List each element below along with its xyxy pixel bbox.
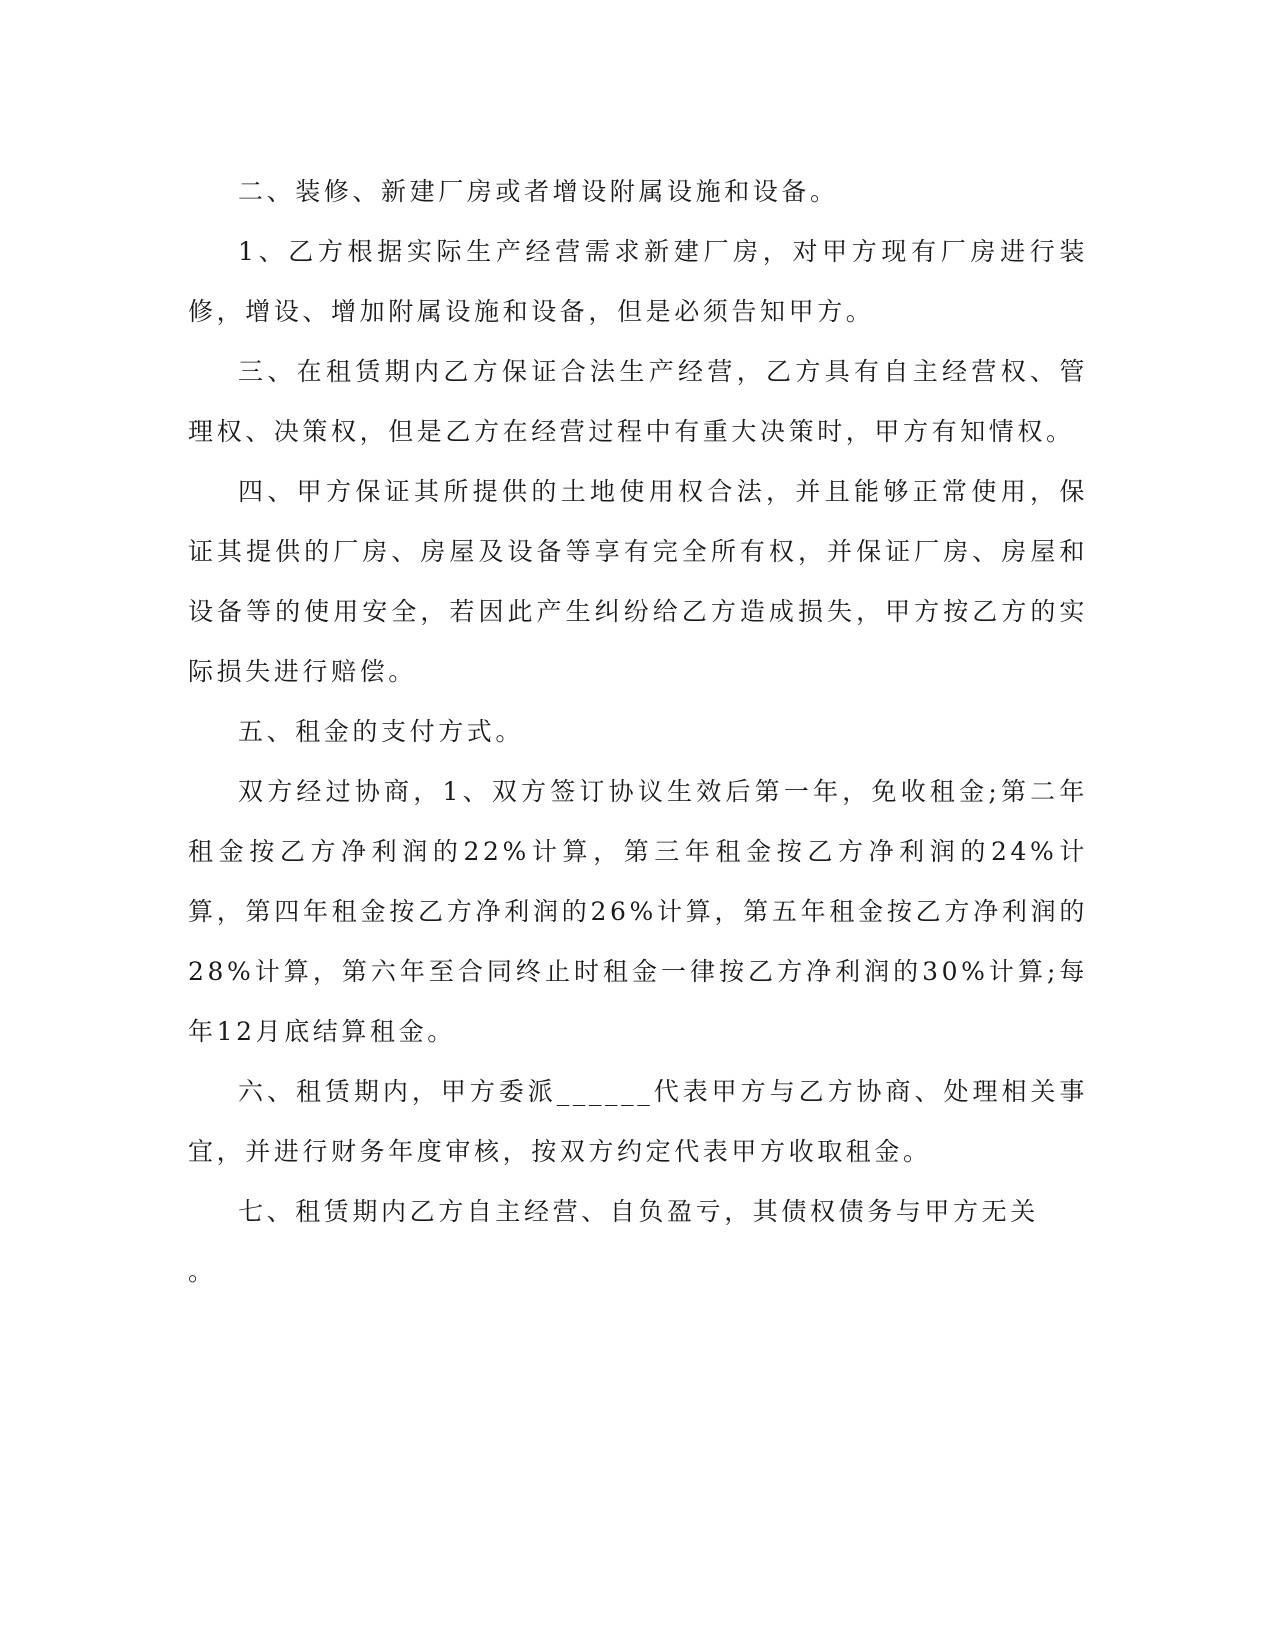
paragraph-section-4: 四、甲方保证其所提供的土地使用权合法，并且能够正常使用，保证其提供的厂房、房屋及设备等享有完全所有权，并保证厂房、房屋和设备等的使用安全，若因此产生纠纷给乙方造成损失，甲方按乙方的实际损失进行赔偿。	[188, 477, 1088, 686]
document-body	[188, 162, 1088, 1302]
paragraph-section-7: 七、租赁期内乙方自主经营、自负盈亏，其债权债务与甲方无关	[238, 1197, 1039, 1226]
paragraph-section-3: 三、在租赁期内乙方保证合法生产经营，乙方具有自主经营权、管理权、决策权，但是乙方在经营过程中有重大决策时，甲方有知情权。	[188, 357, 1088, 446]
paragraph-section-2-heading: 二、装修、新建厂房或者增设附属设施和设备。	[238, 177, 839, 206]
paragraph-trailing-period: 。	[188, 1257, 217, 1286]
paragraph-section-5-heading: 五、租金的支付方式。	[238, 717, 525, 746]
paragraph-section-2-item-1: 1、乙方根据实际生产经营需求新建厂房，对甲方现有厂房进行装修，增设、增加附属设施和设备，但是必须告知甲方。	[188, 237, 1088, 326]
paragraph-section-6: 六、租赁期内，甲方委派______代表甲方与乙方协商、处理相关事宜，并进行财务年度审核，按双方约定代表甲方收取租金。	[188, 1077, 1088, 1166]
paragraph-section-5-rent-terms: 双方经过协商，1、双方签订协议生效后第一年，免收租金;第二年租金按乙方净利润的22%计算，第三年租金按乙方净利润的24%计算，第四年租金按乙方净利润的26%计算，第五年租金按乙方净利润的28%计算，第六年至合同终止时租金一律按乙方净利润的30%计算;每年12月底结算租金。	[188, 777, 1088, 1046]
